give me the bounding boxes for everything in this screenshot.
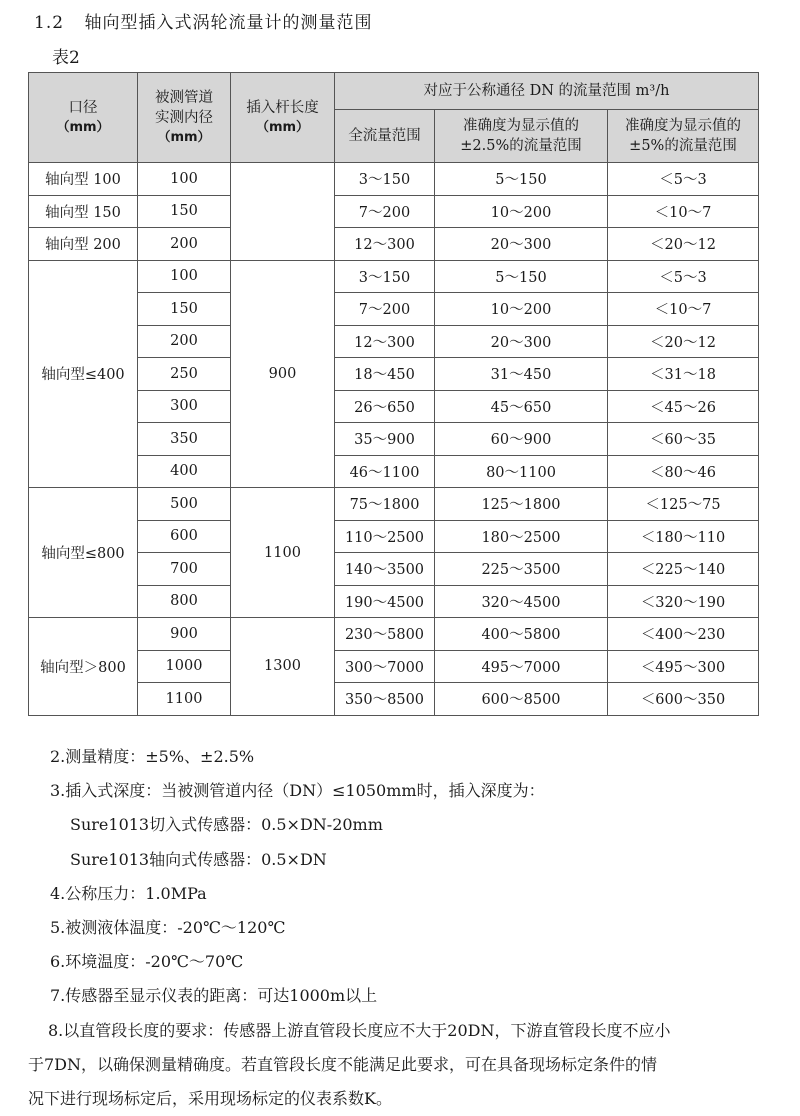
row-full: 7～200 — [335, 195, 435, 228]
table-row — [29, 358, 759, 391]
row-acc25: 45～650 — [435, 390, 608, 423]
row-dia: 300 — [138, 390, 231, 423]
note-straight-pipe-line2: 于7DN，以确保测量精确度。若直管段长度不能满足此要求，可在具备现场标定条件的情 — [28, 1054, 658, 1074]
header-flow-group: 对应于公称通径 DN 的流量范围 m³/h — [335, 73, 759, 110]
row-full: 3～150 — [335, 163, 435, 196]
row-caliber: 轴向型 200 — [29, 228, 138, 261]
row-acc5: ＜600～350 — [608, 683, 759, 716]
row-dia: 100 — [138, 260, 231, 293]
row-dia: 250 — [138, 358, 231, 391]
row-acc25: 60～900 — [435, 423, 608, 456]
row-acc25: 5～150 — [435, 163, 608, 196]
table-row — [29, 520, 759, 553]
row-full: 26～650 — [335, 390, 435, 423]
row-caliber: 轴向型≤800 — [29, 488, 138, 618]
row-acc5: ＜10～7 — [608, 293, 759, 326]
row-acc25: 225～3500 — [435, 553, 608, 586]
row-acc25: 10～200 — [435, 293, 608, 326]
row-caliber: 轴向型 150 — [29, 195, 138, 228]
row-full: 190～4500 — [335, 585, 435, 618]
header-rod-length: 插入杆长度 （mm） — [231, 73, 335, 163]
row-acc5: ＜10～7 — [608, 195, 759, 228]
note-insert-depth: 3.插入式深度：当被测管道内径（DN）≤1050mm时，插入深度为： — [50, 781, 545, 801]
note-axial-sensor: Sure1013轴向式传感器：0.5×DN — [70, 849, 327, 869]
table-row — [29, 195, 759, 228]
row-caliber: 轴向型＞800 — [29, 618, 138, 716]
row-dia: 350 — [138, 423, 231, 456]
row-caliber: 轴向型≤400 — [29, 260, 138, 488]
section-number: 1.2 — [34, 13, 65, 33]
row-full: 12～300 — [335, 228, 435, 261]
row-dia: 200 — [138, 325, 231, 358]
spec-notes — [28, 740, 780, 1116]
table-row — [29, 650, 759, 683]
table-row — [29, 585, 759, 618]
row-acc5: ＜225～140 — [608, 553, 759, 586]
row-dia: 200 — [138, 228, 231, 261]
row-acc5: ＜20～12 — [608, 228, 759, 261]
row-acc5: ＜60～35 — [608, 423, 759, 456]
table-label: 表2 — [52, 48, 80, 68]
note-straight-pipe-line3: 况下进行现场标定后，采用现场标定的仪表系数K。 — [28, 1089, 392, 1109]
row-acc5: ＜45～26 — [608, 390, 759, 423]
table-row — [29, 260, 759, 293]
row-acc5: ＜31～18 — [608, 358, 759, 391]
table-row — [29, 683, 759, 716]
row-dia: 600 — [138, 520, 231, 553]
header-inner-diameter: 被测管道 实测内径 （mm） — [138, 73, 231, 163]
row-acc25: 495～7000 — [435, 650, 608, 683]
row-acc5: ＜5～3 — [608, 163, 759, 196]
row-full: 12～300 — [335, 325, 435, 358]
row-acc25: 20～300 — [435, 228, 608, 261]
section-title: 轴向型插入式涡轮流量计的测量范围 — [84, 13, 373, 33]
row-dia: 150 — [138, 293, 231, 326]
row-full: 46～1100 — [335, 455, 435, 488]
row-acc25: 600～8500 — [435, 683, 608, 716]
row-rod-length: 1100 — [231, 488, 335, 618]
row-acc25: 125～1800 — [435, 488, 608, 521]
table-row — [29, 325, 759, 358]
row-acc25: 320～4500 — [435, 585, 608, 618]
row-rod-length-empty — [231, 163, 335, 261]
row-rod-length: 1300 — [231, 618, 335, 716]
row-acc25: 5～150 — [435, 260, 608, 293]
section-heading — [34, 8, 372, 33]
row-caliber: 轴向型 100 — [29, 163, 138, 196]
table-row — [29, 293, 759, 326]
table-row — [29, 618, 759, 651]
header-caliber: 口径 （mm） — [29, 73, 138, 163]
row-dia: 1100 — [138, 683, 231, 716]
row-full: 35～900 — [335, 423, 435, 456]
note-ambient-temp: 6.环境温度：-20℃～70℃ — [50, 952, 244, 972]
note-cut-in-sensor: Sure1013切入式传感器：0.5×DN-20mm — [70, 815, 383, 835]
row-full: 18～450 — [335, 358, 435, 391]
table-row — [29, 163, 759, 196]
note-straight-pipe-line1: 8.以直管段长度的要求：传感器上游直管段长度应不大于20DN，下游直管段长度不应小 — [48, 1020, 671, 1040]
row-dia: 700 — [138, 553, 231, 586]
table-row — [29, 553, 759, 586]
row-acc25: 80～1100 — [435, 455, 608, 488]
table-row — [29, 488, 759, 521]
note-accuracy: 2.测量精度：±5%、±2.5% — [50, 747, 255, 766]
header-full-range: 全流量范围 — [335, 110, 435, 163]
table-row — [29, 423, 759, 456]
row-full: 300～7000 — [335, 650, 435, 683]
row-acc25: 400～5800 — [435, 618, 608, 651]
row-acc25: 31～450 — [435, 358, 608, 391]
header-acc-5: 准确度为显示值的 ±5%的流量范围 — [608, 110, 759, 163]
header-acc-2-5: 准确度为显示值的 ±2.5%的流量范围 — [435, 110, 608, 163]
row-dia: 1000 — [138, 650, 231, 683]
row-dia: 500 — [138, 488, 231, 521]
note-pressure: 4.公称压力：1.0MPa — [50, 883, 207, 903]
row-acc5: ＜180～110 — [608, 520, 759, 553]
row-dia: 400 — [138, 455, 231, 488]
row-acc5: ＜20～12 — [608, 325, 759, 358]
row-full: 230～5800 — [335, 618, 435, 651]
row-acc5: ＜495～300 — [608, 650, 759, 683]
note-distance: 7.传感器至显示仪表的距离：可达1000m以上 — [50, 986, 378, 1006]
row-acc25: 10～200 — [435, 195, 608, 228]
table-row — [29, 455, 759, 488]
row-full: 3～150 — [335, 260, 435, 293]
row-dia: 800 — [138, 585, 231, 618]
row-acc5: ＜320～190 — [608, 585, 759, 618]
flow-range-table — [28, 72, 759, 716]
row-acc5: ＜125～75 — [608, 488, 759, 521]
note-liquid-temp: 5.被测液体温度：-20℃～120℃ — [50, 918, 286, 938]
row-full: 7～200 — [335, 293, 435, 326]
row-dia: 900 — [138, 618, 231, 651]
row-full: 110～2500 — [335, 520, 435, 553]
row-full: 140～3500 — [335, 553, 435, 586]
table-row — [29, 390, 759, 423]
row-acc25: 180～2500 — [435, 520, 608, 553]
row-full: 350～8500 — [335, 683, 435, 716]
row-acc25: 20～300 — [435, 325, 608, 358]
row-rod-length: 900 — [231, 260, 335, 488]
row-acc5: ＜80～46 — [608, 455, 759, 488]
row-dia: 100 — [138, 163, 231, 196]
row-acc5: ＜400～230 — [608, 618, 759, 651]
row-dia: 150 — [138, 195, 231, 228]
table-row — [29, 228, 759, 261]
row-acc5: ＜5～3 — [608, 260, 759, 293]
row-full: 75～1800 — [335, 488, 435, 521]
